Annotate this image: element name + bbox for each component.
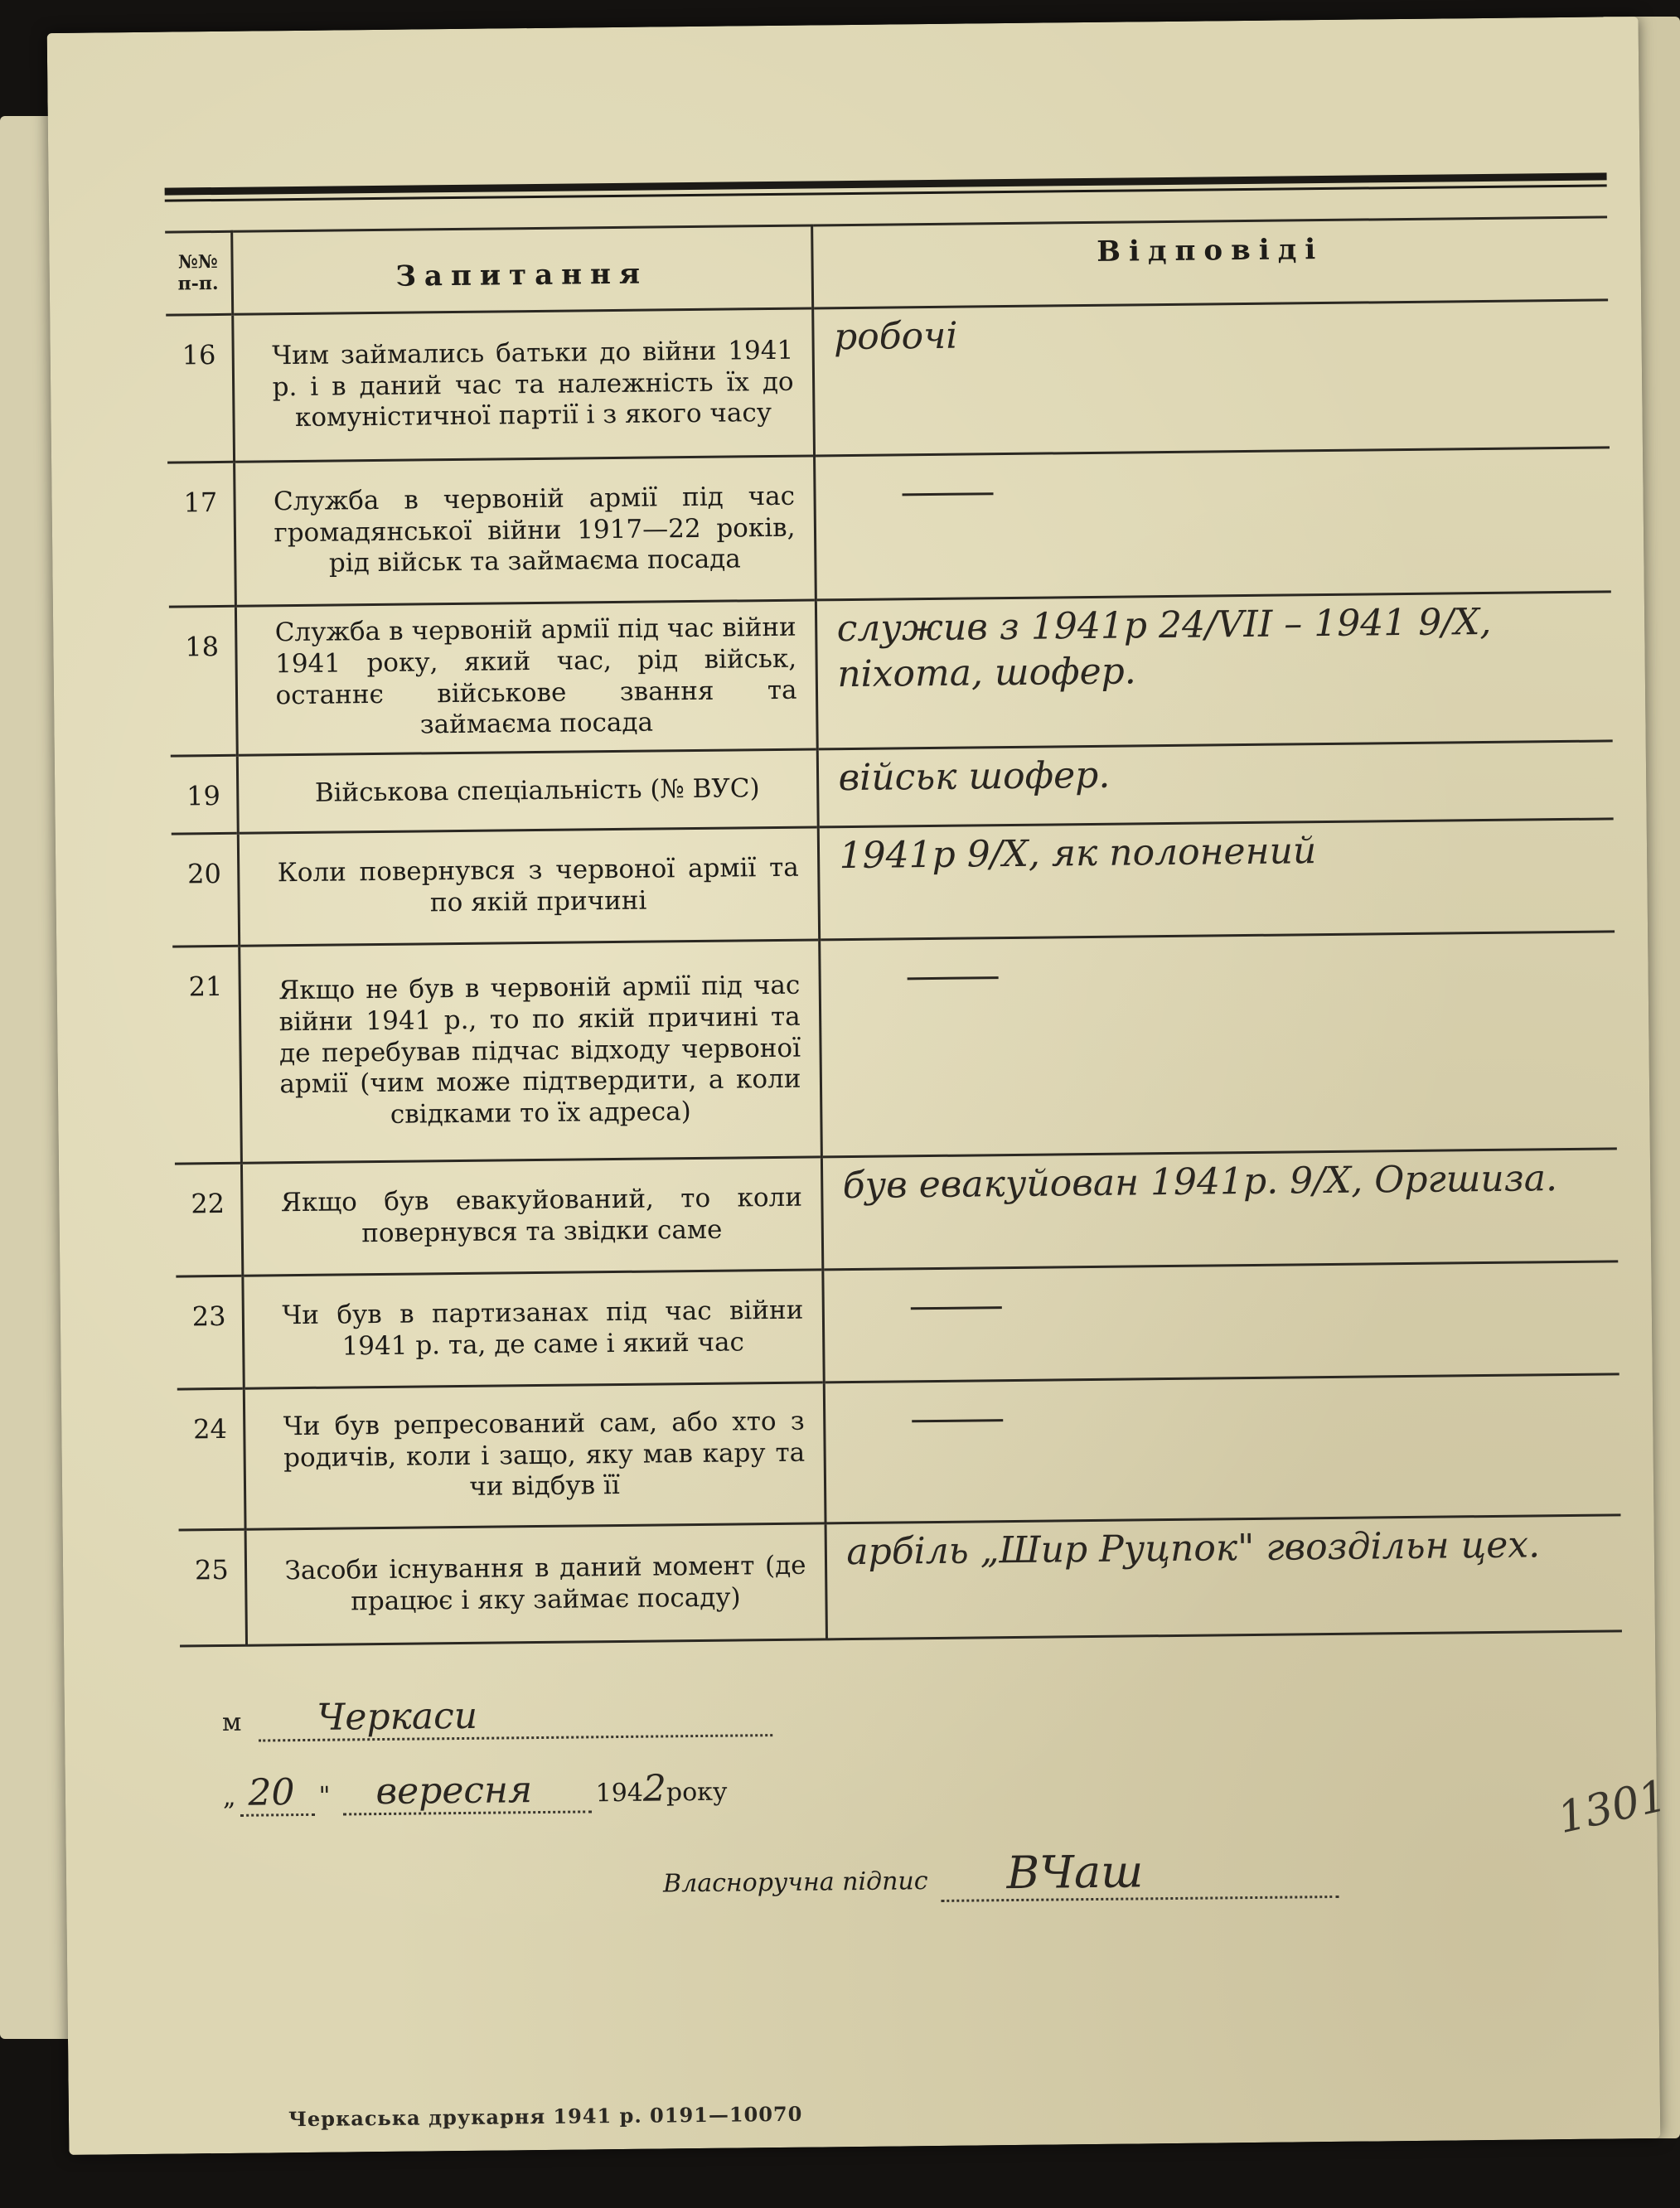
dash-mark (902, 492, 993, 496)
row-question: Чим займались батьки до війни 1941 р. і в даний час та належність їх до комуністичної партії і з якого часу (232, 308, 814, 462)
header-answers: Відповіді (811, 217, 1608, 308)
dash-mark (907, 976, 998, 980)
table-row (167, 448, 1611, 607)
row-question: Служба в червоній армії під час війни 1941 року, який час, рід військ, останнє військове звання та займаєма посада (235, 600, 817, 755)
row-question: Коли повернувся з червоної армії та по якій причині (238, 827, 819, 946)
row-question: Якщо не був в червоній армії під час війни 1941 р., то по якій причині та де перебував підчас відходу червоної армії (чим може підтвердити, а коли свідками то їх адреса) (239, 940, 821, 1163)
row-answer: був евакуйован 1941р. 9/X, Оргшиза. (821, 1149, 1618, 1270)
row-question: Якщо був евакуйований, то коли повернувся та звідки саме (241, 1157, 822, 1276)
city-field (259, 1692, 773, 1741)
table-row (172, 932, 1617, 1164)
row-number: 25 (179, 1529, 246, 1646)
signature-line (663, 1843, 1339, 1905)
row-question: Чи був репресований сам, або хто з родичів, коли і защо, яку мав кару та чи відбув її (244, 1382, 825, 1529)
city-prefix: м (221, 1707, 242, 1738)
table-row (176, 1261, 1619, 1389)
row-answer (824, 1374, 1621, 1523)
table-row (166, 300, 1610, 462)
date-month: вересня (375, 1769, 533, 1813)
questionnaire-table (165, 215, 1622, 1647)
year-digit: 2 (642, 1767, 667, 1810)
signature-field (940, 1843, 1339, 1902)
table-row (172, 819, 1615, 947)
table-header (165, 217, 1608, 315)
row-answer: арбіль „Шир Руцпок" гвоздільн цех. (825, 1515, 1622, 1639)
city-handwritten: Черкаси (317, 1694, 478, 1739)
row-number: 24 (177, 1388, 245, 1530)
row-question: Засоби існування в даний момент (де працює і яку займає посаду) (245, 1523, 826, 1645)
city-line (222, 1692, 773, 1742)
dash-mark (912, 1419, 1003, 1422)
month-field (342, 1768, 592, 1815)
row-number: 18 (169, 606, 237, 756)
signature: ВЧаш (1006, 1845, 1144, 1900)
row-question: Чи був в партизанах під час війни 1941 р. та, де саме і який час (242, 1270, 823, 1388)
year-suffix: року (666, 1777, 728, 1808)
form-sheet (47, 17, 1672, 2155)
table-row (177, 1374, 1621, 1530)
row-question: Служба в червоній армії під час громадянської війни 1917—22 років, рід військ та займаєма посада (234, 456, 816, 606)
date-day: 20 (248, 1771, 295, 1814)
row-answer (814, 448, 1611, 600)
table-row (179, 1515, 1622, 1646)
row-number: 20 (172, 833, 239, 947)
table-row (175, 1149, 1618, 1276)
row-number: 23 (176, 1276, 243, 1389)
row-answer (819, 932, 1617, 1157)
year-prefix: 194 (595, 1778, 644, 1809)
date-open-quote: „ (222, 1782, 236, 1813)
row-answer: робочі (812, 300, 1610, 456)
date-line (223, 1767, 728, 1817)
row-question: Військова спеціальність (№ ВУС) (237, 749, 818, 833)
corner-archive-mark: 1301 (1553, 1770, 1672, 1844)
header-num: №№ п-п. (165, 231, 232, 315)
row-number: 16 (166, 314, 234, 462)
table-row (171, 741, 1614, 834)
dash-mark (910, 1306, 1001, 1310)
date-close-quote: " (318, 1781, 331, 1811)
day-field (240, 1771, 315, 1817)
row-answer: служив з 1941р 24/VII – 1941 9/X, піхота, шофер. (816, 592, 1613, 749)
table-row (169, 592, 1613, 756)
row-number: 19 (171, 755, 238, 834)
signature-label: Власноручна підпис (662, 1867, 928, 1899)
row-number: 17 (167, 462, 235, 607)
row-answer (822, 1261, 1619, 1382)
row-number: 21 (172, 946, 241, 1164)
row-answer: військ шофер. (817, 741, 1614, 827)
header-questions: Запитання (231, 225, 812, 314)
printer-imprint: Черкаська друкарня 1941 р. 0191—10070 (288, 2101, 803, 2132)
row-answer: 1941р 9/X, як полонений (818, 819, 1615, 940)
row-number: 22 (175, 1163, 242, 1276)
